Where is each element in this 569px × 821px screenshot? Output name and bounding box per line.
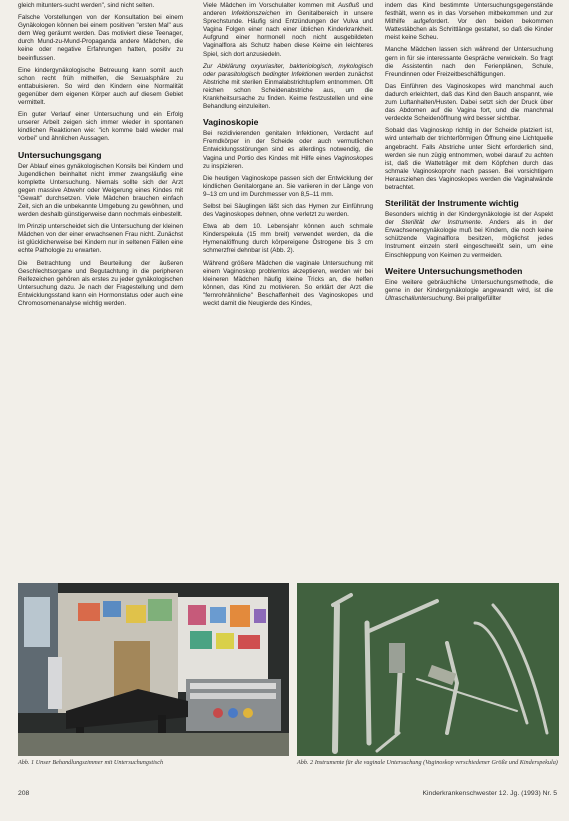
paragraph: Ein guter Verlauf einer Untersuchung und ein Erfolg unserer Arbeit zeigen sich immer wieder in spontanen kindlichen Reaktionen wie: "ich komme bald wieder mal vorbei" und ähnlichen Aussagen. — [18, 111, 183, 143]
paragraph: Sobald das Vaginoskop richtig in der Scheide platziert ist, wird unterhalb der trichterförmigen Öffnung eine Lichtquelle angebracht. Falls Abstriche unter Sicht erforderlich sind, werden sie nun zügig entnommen, wobei darauf zu achten ist, daß die Watteträger mit dem Köpfchen durch das schmale Vaginoskoprohr nach passen. Bei vorsichtigem Herausziehen des Vaginoskopes werden die Vaginalwände betrachtet. — [385, 127, 553, 191]
paragraph: Etwa ab dem 10. Lebensjahr können auch schmale Kinderspekula (15 mm breit) verwendet werden, da die Hymenalöffnung durch körpereigene Östrogene bis 3 cm schmerzfrei dehnbar ist (Abb. 2). — [203, 223, 373, 255]
emphasis: Zur Abklärung oxyuriasiter, bakteriologisch, mykologisch oder parasitologisch bedingter — [203, 62, 373, 78]
paragraph: Die Betrachtung und Beurteilung der äußeren Geschlechtsorgane und Begutachtung in die peripheren Reifezeichen gehören als erstes zu jeder gynäkologischen Untersuchung dazu. Je nach der Fragestellung und dem Entwicklungsstand kann ein Hormonstatus oder auch eine Chromosomenanalyse wichtig werden. — [18, 259, 183, 307]
paragraph: Der Ablauf eines gynäkologischen Konsils bei Kindern und Jugendlichen beinhaltet nicht immer zwangsläufig eine komplette Untersuchung. Niemals sollte sich der Arzt gegen massive Abwehr oder Weigerung eines Kindes mit "Gewalt" durchsetzen. Viele Mädchen brauchen einfach Zeit, sich an die unbekannte Umgebung zu gewöhnen, und werden deshalb günstigerweise dann nochmals einbestellt. — [18, 162, 183, 219]
page-number: 208 — [18, 790, 30, 797]
section-heading: Vaginoskopie — [203, 117, 259, 128]
figure-caption-2: Abb. 2 Instrumente für die vaginale Untersuchung (Vaginoskop verschiedener Größe und Kinderspekula) — [297, 759, 558, 766]
text-run: Besonders wichtig in der Kindergynäkologie ist der Aspekt der — [385, 211, 553, 227]
text-run: zu inspizieren. — [203, 162, 244, 170]
section-heading: Sterilität der Instrumente wichtig — [385, 198, 519, 209]
paragraph: Selbst bei Säuglingen läßt sich das Hymen zur Einführung des Vaginoskopes dehnen, ohne verletzt zu werden. — [203, 202, 373, 219]
paragraph: indem das Kind bestimmte Untersuchungsgegenstände festhält, wenn es in das Vorsehen mitbekommen und zur Mithilfe aufgefordert. Vor den beiden bekommen Wattestäbchen als Schrittlänge gestaltet, so daß die Kinder meist keine Scheu. — [385, 2, 553, 42]
text-run: . Anders als in der Erwachsenengynäkologie muß bei Kindern, die noch keine schützende Vaginalflora besitzen, möglichst jedes Instrument einzeln steril eingeschweißt sein, um eine Einschleppung von Keimen zu vermeiden. — [385, 219, 553, 259]
emphasis: Infektionen — [291, 70, 323, 78]
text-run: im Genitalbereich in unsere Sprechstunde. Häufig sind Entzündungen der Vulva und Vagina Folgen einer nach einer üblichen Kinderkrankheit. Aufgrund einer hormonell noch nicht ausgebildeten Vaginalflora als Schutz haben diese Keime ein leichteres Spiel, sich dort anzusiedeln. — [203, 10, 374, 58]
paragraph: Während größere Mädchen die vaginale Untersuchung mit einem Vaginoskop problemlos akzeptieren, werden wir bei kleineren Mädchen häufig kleine Tricks an, die helfen können, das Kind zu motivieren. So erklärt der Arzt die "fernrohrähnliche" Beschaffenheit des Vaginoskopes und weckt damit die Neugierde des Kindes, — [203, 259, 373, 307]
treatment-room-photo — [18, 583, 289, 756]
text-run: Viele Mädchen im Vorschulalter kommen mit — [203, 2, 338, 9]
paragraph: Das Einführen des Vaginoskopes wird manchmal auch dadurch erleichtert, daß das Kind den Bauch anspannt, wie zum Luftanhalten/Husten. Dabei setzt sich der Druck über das Abdomen auf die Vagina fort, und die manchmal verdeckte Scheidenöffnung wird besser sichtbar. — [385, 82, 553, 123]
paragraph: Im Prinzip unterscheidet sich die Untersuchung der kleinen Mädchen von der einer erwachsenen Frau nicht. Zunächst ist glücklicherweise bei Kindern nur in seltenen Fällen eine echte Pathologie zu erwarten. — [18, 223, 183, 255]
paragraph — [203, 130, 373, 170]
text-run: . Bei prallgefüllter — [452, 294, 502, 302]
emphasis: Sterilität der Instrumente — [401, 219, 481, 227]
paragraph: Die heutigen Vaginoskope passen sich der Entwicklung der kindlichen Genitalorgane an. Sie variieren in der Länge von 9–13 cm und im Durchmesser von 8,5–11 mm. — [203, 174, 373, 198]
paragraph: Falsche Vorstellungen von der Konsultation bei einem Gynäkologen können bei einem positiven "ersten Mal" aus dem Weg geräumt werden. Das motiviert diese Teenager, durch Mund-zu-Mund-Propaganda andere Mädchen, die keine oder negative Erfahrungen hatten, positiv zu beeinflussen. — [18, 14, 183, 62]
instruments-photo — [297, 583, 559, 756]
paragraph: Manche Mädchen lassen sich während der Untersuchung gern in für sie interessante Gespräche verwickeln. So fragt die Assistentin nach den Ferienplänen, Schule, Freundinnen oder Freizeitbeschäftigungen. — [385, 46, 553, 78]
text-column-1 — [18, 2, 183, 312]
emphasis: Ultraschalluntersuchung — [385, 294, 453, 302]
emphasis: Vaginoskopes — [333, 154, 373, 162]
text-run: Bei rezidivierenden genitalen Infektionen, Verdacht auf Fremdkörper in der Scheide oder auch vermutlichen Entwicklungsstörungen sind es allerdings notwendig, die Vagina und Portio des Kindes mit Hilfe eines — [203, 130, 373, 162]
text-column-3 — [385, 2, 553, 307]
paragraph — [385, 211, 553, 260]
paragraph — [203, 2, 373, 59]
emphasis: Infektionszeichen — [231, 10, 281, 18]
emphasis: Ausfluß — [337, 2, 360, 9]
text-run: und anderen — [203, 2, 373, 18]
figure-caption-1: Abb. 1 Unser Behandlungszimmer mit Untersuchungstisch — [18, 759, 164, 766]
section-heading: Weitere Untersuchungsmethoden — [385, 265, 523, 276]
section-heading: Untersuchungsgang — [18, 149, 102, 160]
text-run: Eine weitere gebräuchliche Untersuchungsmethode, die gerne in der Kindergynäkologie angewandt wird, ist die — [385, 278, 553, 294]
paragraph — [385, 279, 553, 303]
paragraph — [203, 63, 373, 112]
journal-reference: Kinderkrankenschwester 12. Jg. (1993) Nr. 5 — [422, 790, 557, 797]
paragraph: Eine kindergynäkologische Betreuung kann somit auch schon recht früh mithelfen, die Sexualsphäre zu enttabuisieren. So wird den Kindern eine Normalität gegenüber dem eigenen Körper auch auf diesem Gebiet vermittelt. — [18, 66, 183, 107]
text-run: werden zunächst Abstriche mit sterilen Einmalabstrichtupfern entnommen. Oft reichen schon Scheidenabstriche aus, um die Krankheitsursache zu finden. Keime festzustellen und eine Behandlung einzuleiten. — [203, 70, 373, 111]
paragraph: gleich mitunters-sucht werden", sind nicht selten. — [18, 2, 155, 9]
text-column-2 — [203, 2, 373, 312]
